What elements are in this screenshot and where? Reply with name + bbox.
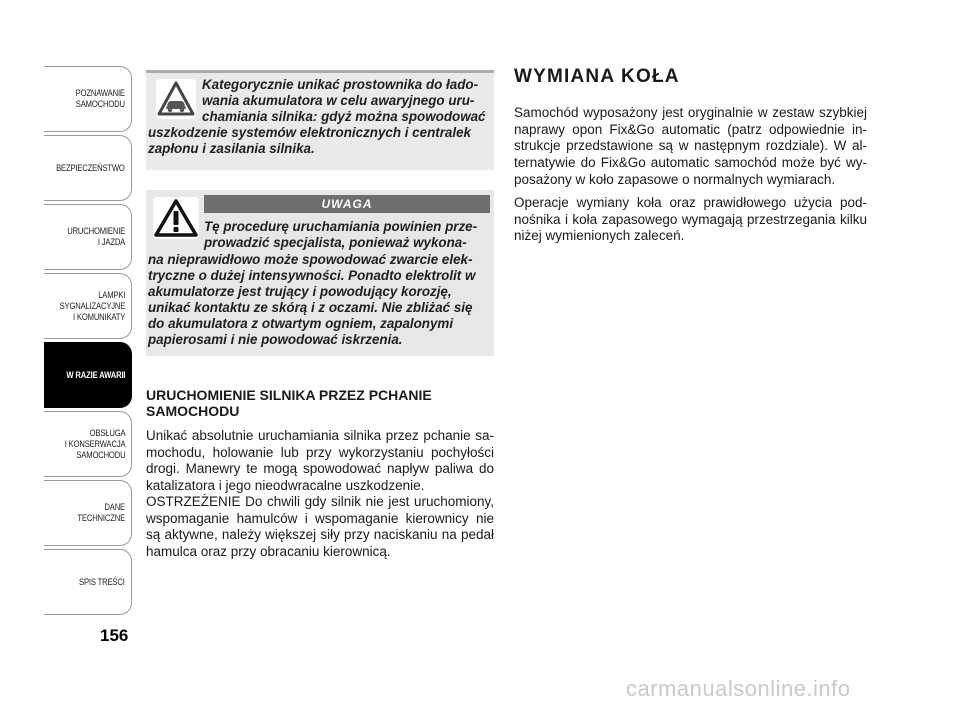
warning-triangle-icon — [153, 197, 199, 239]
page-number: 156 — [100, 626, 129, 645]
paragraph: Samochód wyposażony jest oryginalnie w zestaw szybkiej naprawy opon Fix&Go automatic (patrz odpowiednie instrukcje przedstawione są w następnym rozdziale). W alternatywie do Fix&Go automatic samochód może być wyposażony w koło zapasowe o normalnych wymiarach. — [514, 105, 867, 187]
tab-label: URUCHOMIENIE I JAZDA — [67, 226, 125, 247]
tab-spis-tresci[interactable] — [44, 549, 132, 615]
note-text: uszkodzenie systemów elektronicznych i centralek zapłonu i zasilania silnika. — [148, 125, 471, 156]
paragraph: OSTRZEŻENIE Do chwili gdy silnik nie jest uruchomiony, wspomaganie hamulców i wspomaganie kierownicy nie są aktywne, należy większej siły przy naciskaniu na pedał hamulca oraz przy obracaniu kierownicą. — [146, 494, 494, 560]
tab-poznawanie-samochodu[interactable] — [44, 66, 132, 132]
tab-label: W RAZIE AWARII — [66, 369, 125, 380]
note-text-indented: Kategorycznie unikać prostownika do ładowania akumulatora w celu awaryjnego uruchamiania silnika: gdyż można spowodować — [202, 77, 486, 124]
tab-label: BEZPIECZEŃSTWO — [56, 162, 125, 173]
tab-uruchomienie-i-jazda[interactable] — [44, 204, 132, 270]
tab-label: POZNAWANIE SAMOCHODU — [75, 88, 125, 109]
tab-dane-techniczne[interactable] — [44, 480, 132, 546]
note-box — [146, 70, 494, 170]
warning-text-indented: Tę procedurę uruchamiania powinien przeprowadzić specjalista, ponieważ wykona- — [204, 219, 478, 250]
paragraph: Operacje wymiany koła oraz prawidłowego użycia podnośnika i koła zapasowego wymagają przestrzegania kilku niżej wymienionych zaleceń. — [514, 195, 867, 244]
tab-w-razie-awarii[interactable] — [44, 342, 132, 408]
warning-text: na nieprawidłowo może spowodować zwarcie elektryczne o dużej intensywności. Ponadto elektrolit w akumulatorze jest trujący i powodujący korozję, unikać kontaktu ze skórą i z oczami. Nie zbliżać się do akumulatora z otwartym ogniem, zapalonymi papierosami i nie powodować iskrzenia. — [148, 252, 476, 347]
section-title: WYMIANA KOŁA — [514, 66, 680, 87]
watermark: carmanualsonline.info — [626, 676, 851, 701]
tab-label: SPIS TREŚCI — [79, 576, 125, 587]
tab-label: DANE TECHNICZNE — [77, 502, 125, 523]
tab-bezpieczenstwo[interactable] — [44, 135, 132, 201]
paragraph: Unikać absolutnie uruchamiania silnika przez pchanie samochodu, holowanie lub przy wykorzystaniu pochyłości drogi. Manewry te mogą spowodować napływ paliwa do katalizatora i jego nieodwracalne uszkodzenie. — [146, 428, 494, 494]
car-warning-icon — [155, 78, 197, 120]
tab-obsluga-i-konserwacja[interactable] — [44, 411, 132, 477]
tab-lampki-sygnalizacyjne[interactable] — [44, 273, 132, 339]
warning-header: UWAGA — [204, 195, 490, 213]
section-heading: URUCHOMIENIE SILNIKA PRZEZ PCHANIE SAMOCHODU — [146, 387, 432, 419]
tab-label: OBSŁUGA I KONSERWACJA SAMOCHODU — [64, 427, 125, 460]
warning-box — [146, 190, 494, 356]
tab-label: LAMPKI SYGNALIZACYJNE I KOMUNIKATY — [59, 289, 125, 322]
